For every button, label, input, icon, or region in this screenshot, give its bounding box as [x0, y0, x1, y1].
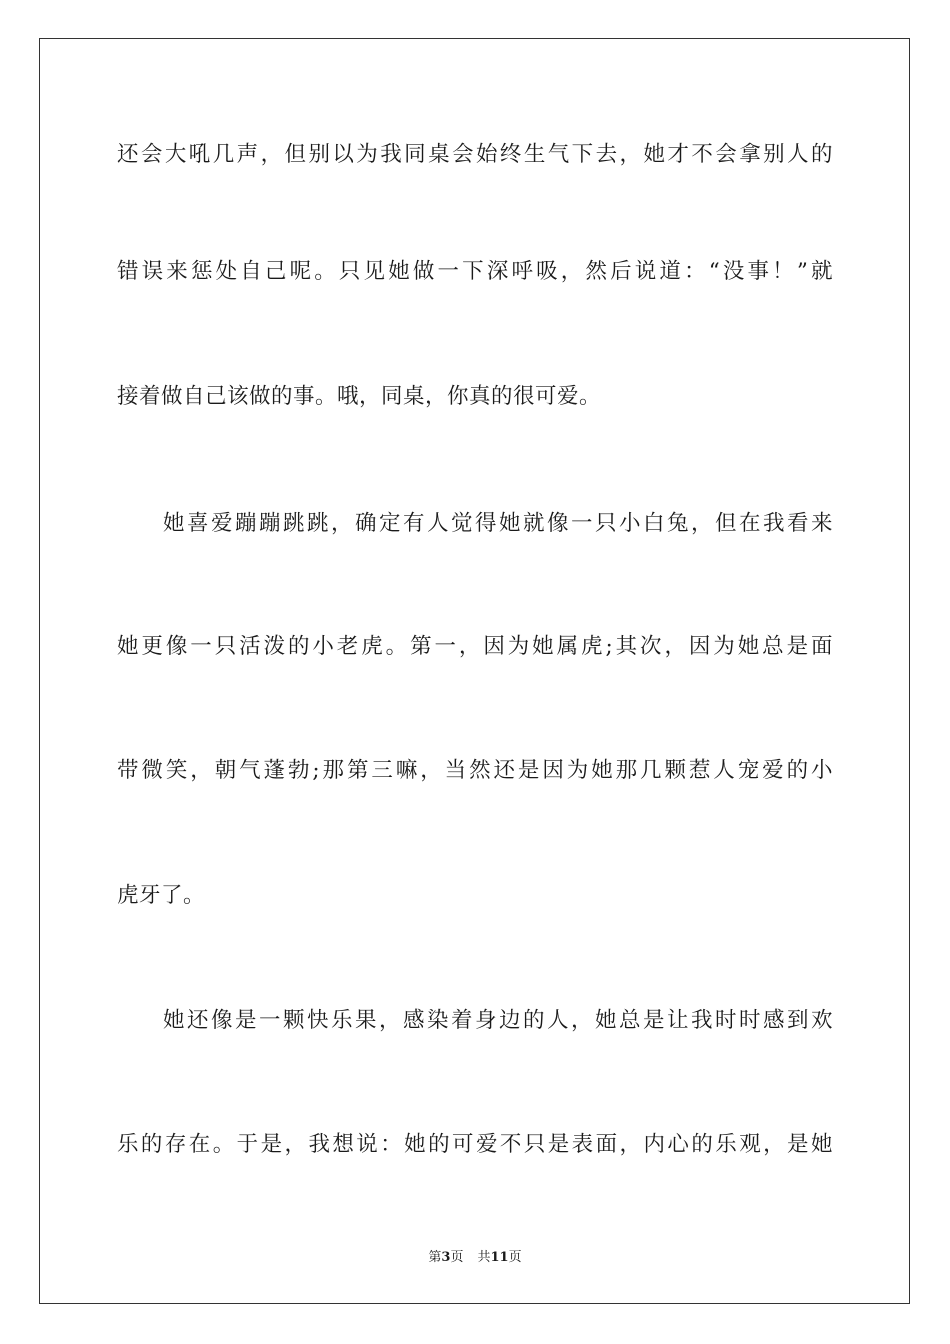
page-number: 3 — [441, 1250, 451, 1265]
total-suffix: 页 — [508, 1250, 522, 1265]
text-line: 还会大吼几声，但别以为我同桌会始终生气下去，她才不会拿别人的 — [117, 142, 833, 167]
total-prefix: 共 — [477, 1250, 491, 1265]
page-footer — [0, 1250, 950, 1266]
text-line: 接着做自己该做的事。哦，同桌，你真的很可爱。 — [117, 384, 602, 409]
paragraph-first-line: 她喜爱蹦蹦跳跳，确定有人觉得她就像一只小白兔，但在我看来 — [163, 511, 833, 536]
text-line: 她更像一只活泼的小老虎。第一，因为她属虎;其次，因为她总是面 — [117, 634, 833, 659]
page-suffix: 页 — [450, 1250, 464, 1265]
page-border — [39, 38, 910, 1304]
text-line: 虎牙了。 — [117, 883, 206, 908]
page-prefix: 第 — [428, 1250, 442, 1265]
total-pages: 11 — [490, 1250, 509, 1265]
paragraph-first-line: 她还像是一颗快乐果，感染着身边的人，她总是让我时时感到欢 — [163, 1008, 833, 1033]
text-line: 带微笑，朝气蓬勃;那第三嘛，当然还是因为她那几颗惹人宠爱的小 — [117, 758, 833, 783]
text-line: 错误来惩处自己呢。只见她做一下深呼吸，然后说道：“没事！”就 — [117, 259, 833, 284]
text-line: 乐的存在。于是，我想说：她的可爱不只是表面，内心的乐观，是她 — [117, 1132, 833, 1157]
